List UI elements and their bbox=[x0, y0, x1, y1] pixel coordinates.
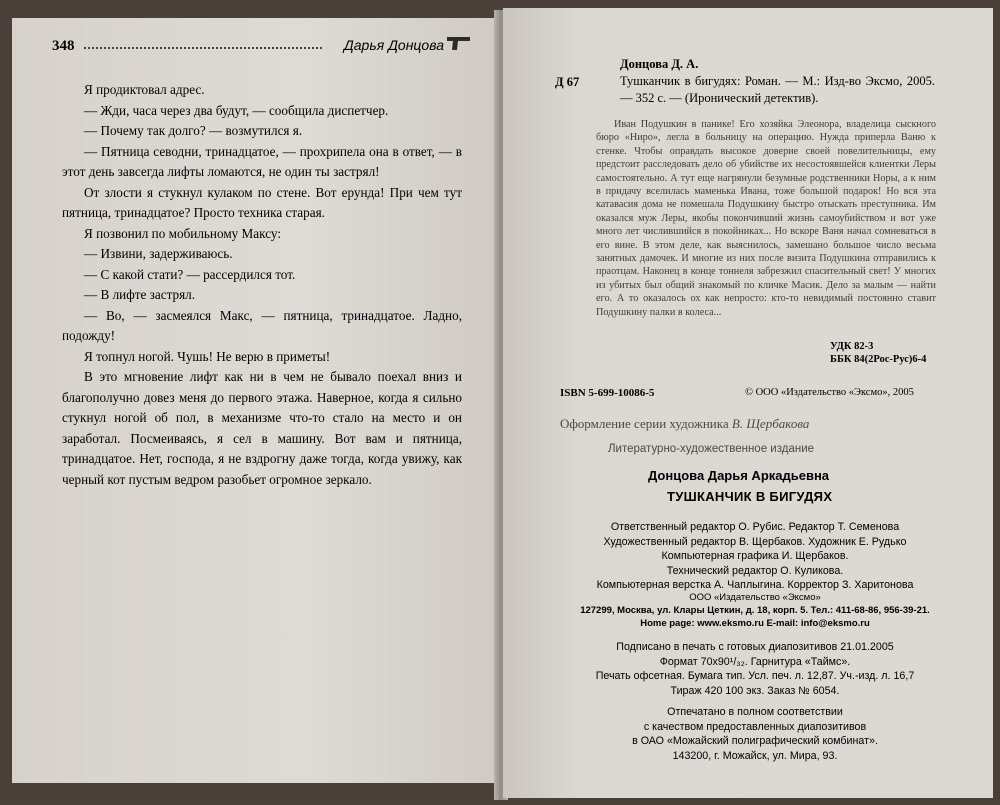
udk-code: УДК 82-3 bbox=[830, 341, 874, 352]
paragraph: От злости я стукнул кулаком по стене. Вот ерунда! При чем тут пятница, тринадцатое? Просто техника старая. bbox=[62, 184, 462, 220]
printer-line: Отпечатано в полном соответствии bbox=[667, 706, 843, 718]
catalog-author: Донцова Д. А. bbox=[620, 57, 699, 71]
author-full-name: Донцова Дарья Аркадьевна bbox=[648, 468, 830, 483]
publisher-address: 127299, Москва, ул. Клары Цеткин, д. 18, корп. 5. Тел.: 411-68-86, 956-39-21. bbox=[580, 605, 930, 616]
catalog-code: Д 67 bbox=[555, 75, 580, 89]
publisher-info bbox=[565, 591, 945, 630]
print-line: Тираж 420 100 экз. Заказ № 6054. bbox=[670, 684, 840, 697]
annotation: Иван Подушкин в панике! Его хозяйка Элеонора, владелица сыскного бюро «Ниро», легла в больницу на операцию. Нужда приперла Ваню к стенке. Чтобы оправдать высокое доверие своей повелительницы, ему предстоит расследовать дело об убийстве их несостоявшейся клиентки Леры самостоятельно. А тут еще нагрянули безумные родственники Норы, а к ним в придачу вселилась маменька Ивана, тоже большой подарок! Но вся эта катавасия дома не помешала Подушкину быстро отыскать преступника. Им оказался муж Леры, якобы покончивший жизнь самоубийством и вот уже много лет числившийся в покойниках... Но вскоре Ваня начал сомневаться в его вине. В этом деле, как выяснилось, замешано большое число весьма занятных дамочек. И многие из них после визита Подушкина отправились к праотцам. Наконец в конце тоннеля забрезжил спасительный свет! У многих из убитых был общий знакомый по кличке Масик. Дело за малым — найти его. А то оказалось ох как непросто: кто-то невидимый постоянно ставит Подушкину палки в колеса... bbox=[596, 119, 936, 318]
publisher-web: Home page: www.eksmo.ru E-mail: info@eksmo.ru bbox=[640, 618, 870, 629]
paragraph: — Почему так долго? — возмутился я. bbox=[84, 123, 303, 138]
credit-line: Ответственный редактор О. Рубис. Редактор Т. Семенова bbox=[610, 521, 900, 533]
story-text bbox=[62, 80, 462, 490]
credit-line: Художественный редактор В. Щербаков. Художник Е. Рудько bbox=[603, 535, 907, 548]
pistol-icon bbox=[446, 34, 472, 52]
paragraph: — Во, — засмеялся Макс, — пятница, тринадцатое. Ладно, подожду! bbox=[62, 307, 462, 343]
paragraph: Я позвонил по мобильному Максу: bbox=[84, 225, 281, 241]
copyright: © ООО «Издательство «Эксмо», 2005 bbox=[745, 387, 914, 398]
book-title: ТУШКАНЧИК В БИГУДЯХ bbox=[667, 489, 833, 504]
print-line: Подписано в печать с готовых диапозитивов 21.01.2005 bbox=[616, 641, 894, 653]
printer-info bbox=[565, 705, 945, 763]
paragraph: — Пятница севодни, тринадцатое, — прохрипела она в ответ, — в этот день завсегда лифты ломаются, не один ты застрял! bbox=[62, 143, 462, 179]
print-line: Формат 70х90¹/₃₂. Гарнитура «Таймс». bbox=[659, 655, 851, 668]
printer-line: в ОАО «Можайский полиграфический комбинат». bbox=[632, 735, 878, 747]
paragraph: — В лифте застрял. bbox=[84, 287, 196, 302]
series-design-label: Оформление серии художника bbox=[560, 416, 729, 431]
running-header bbox=[52, 36, 472, 58]
paragraph: — Извини, задерживаюсь. bbox=[84, 246, 233, 261]
publisher-name: ООО «Издательство «Эксмо» bbox=[689, 592, 821, 603]
printer-line: 143200, г. Можайск, ул. Мира, 93. bbox=[672, 749, 838, 762]
credit-line: Компьютерная верстка А. Чаплыгина. Корректор З. Харитонова bbox=[596, 579, 914, 591]
header-dotted-line bbox=[84, 47, 322, 49]
credit-line: Технический редактор О. Куликова. bbox=[666, 564, 844, 577]
bibliographic-record bbox=[555, 56, 935, 107]
print-info bbox=[565, 640, 945, 698]
catalog-entry: Тушканчик в бигудях: Роман. — М.: Изд-во Эксмо, 2005. — 352 с. — (Иронический детектив). bbox=[620, 74, 935, 105]
paragraph: Я топнул ногой. Чушь! Не верю в приметы! bbox=[84, 348, 331, 364]
series-design-artist: В. Щербакова bbox=[731, 416, 810, 431]
classification bbox=[830, 340, 926, 366]
paragraph: В это мгновение лифт как ни в чем не бывало поехал вниз и благополучно довез меня до первого этажа. Наверное, когда я сильно стукнул ногой об пол, в механизме что-то стало на место и он заработал. Посмеиваясь, я сел в машину. Вот вам и пятница, тринадцатое. Нет, господа, я не вздрогну даже тогда, когда увижу, как черный кот пустым ведром разобьет огромное зеркало. bbox=[62, 369, 462, 487]
print-line: Печать офсетная. Бумага тип. Усл. печ. л. 12,87. Уч.-изд. л. 16,7 bbox=[595, 670, 915, 682]
edition-type: Литературно-художественное издание bbox=[608, 443, 815, 455]
series-design bbox=[560, 416, 809, 432]
running-head-author: Дарья Донцова bbox=[343, 37, 444, 53]
paragraph: — С какой стати? — рассердился тот. bbox=[84, 266, 296, 282]
page-number: 348 bbox=[52, 38, 75, 54]
paragraph: — Жди, часа через два будут, — сообщила диспетчер. bbox=[84, 102, 389, 118]
isbn: ISBN 5-699-10086-5 bbox=[560, 387, 655, 399]
credits bbox=[565, 520, 945, 593]
printer-line: с качеством предоставленных диапозитивов bbox=[643, 720, 867, 733]
paragraph: Я продиктовал адрес. bbox=[84, 82, 205, 97]
bbk-code: ББК 84(2Рос-Рус)6-4 bbox=[830, 354, 927, 365]
credit-line: Компьютерная графика И. Щербаков. bbox=[661, 550, 849, 562]
